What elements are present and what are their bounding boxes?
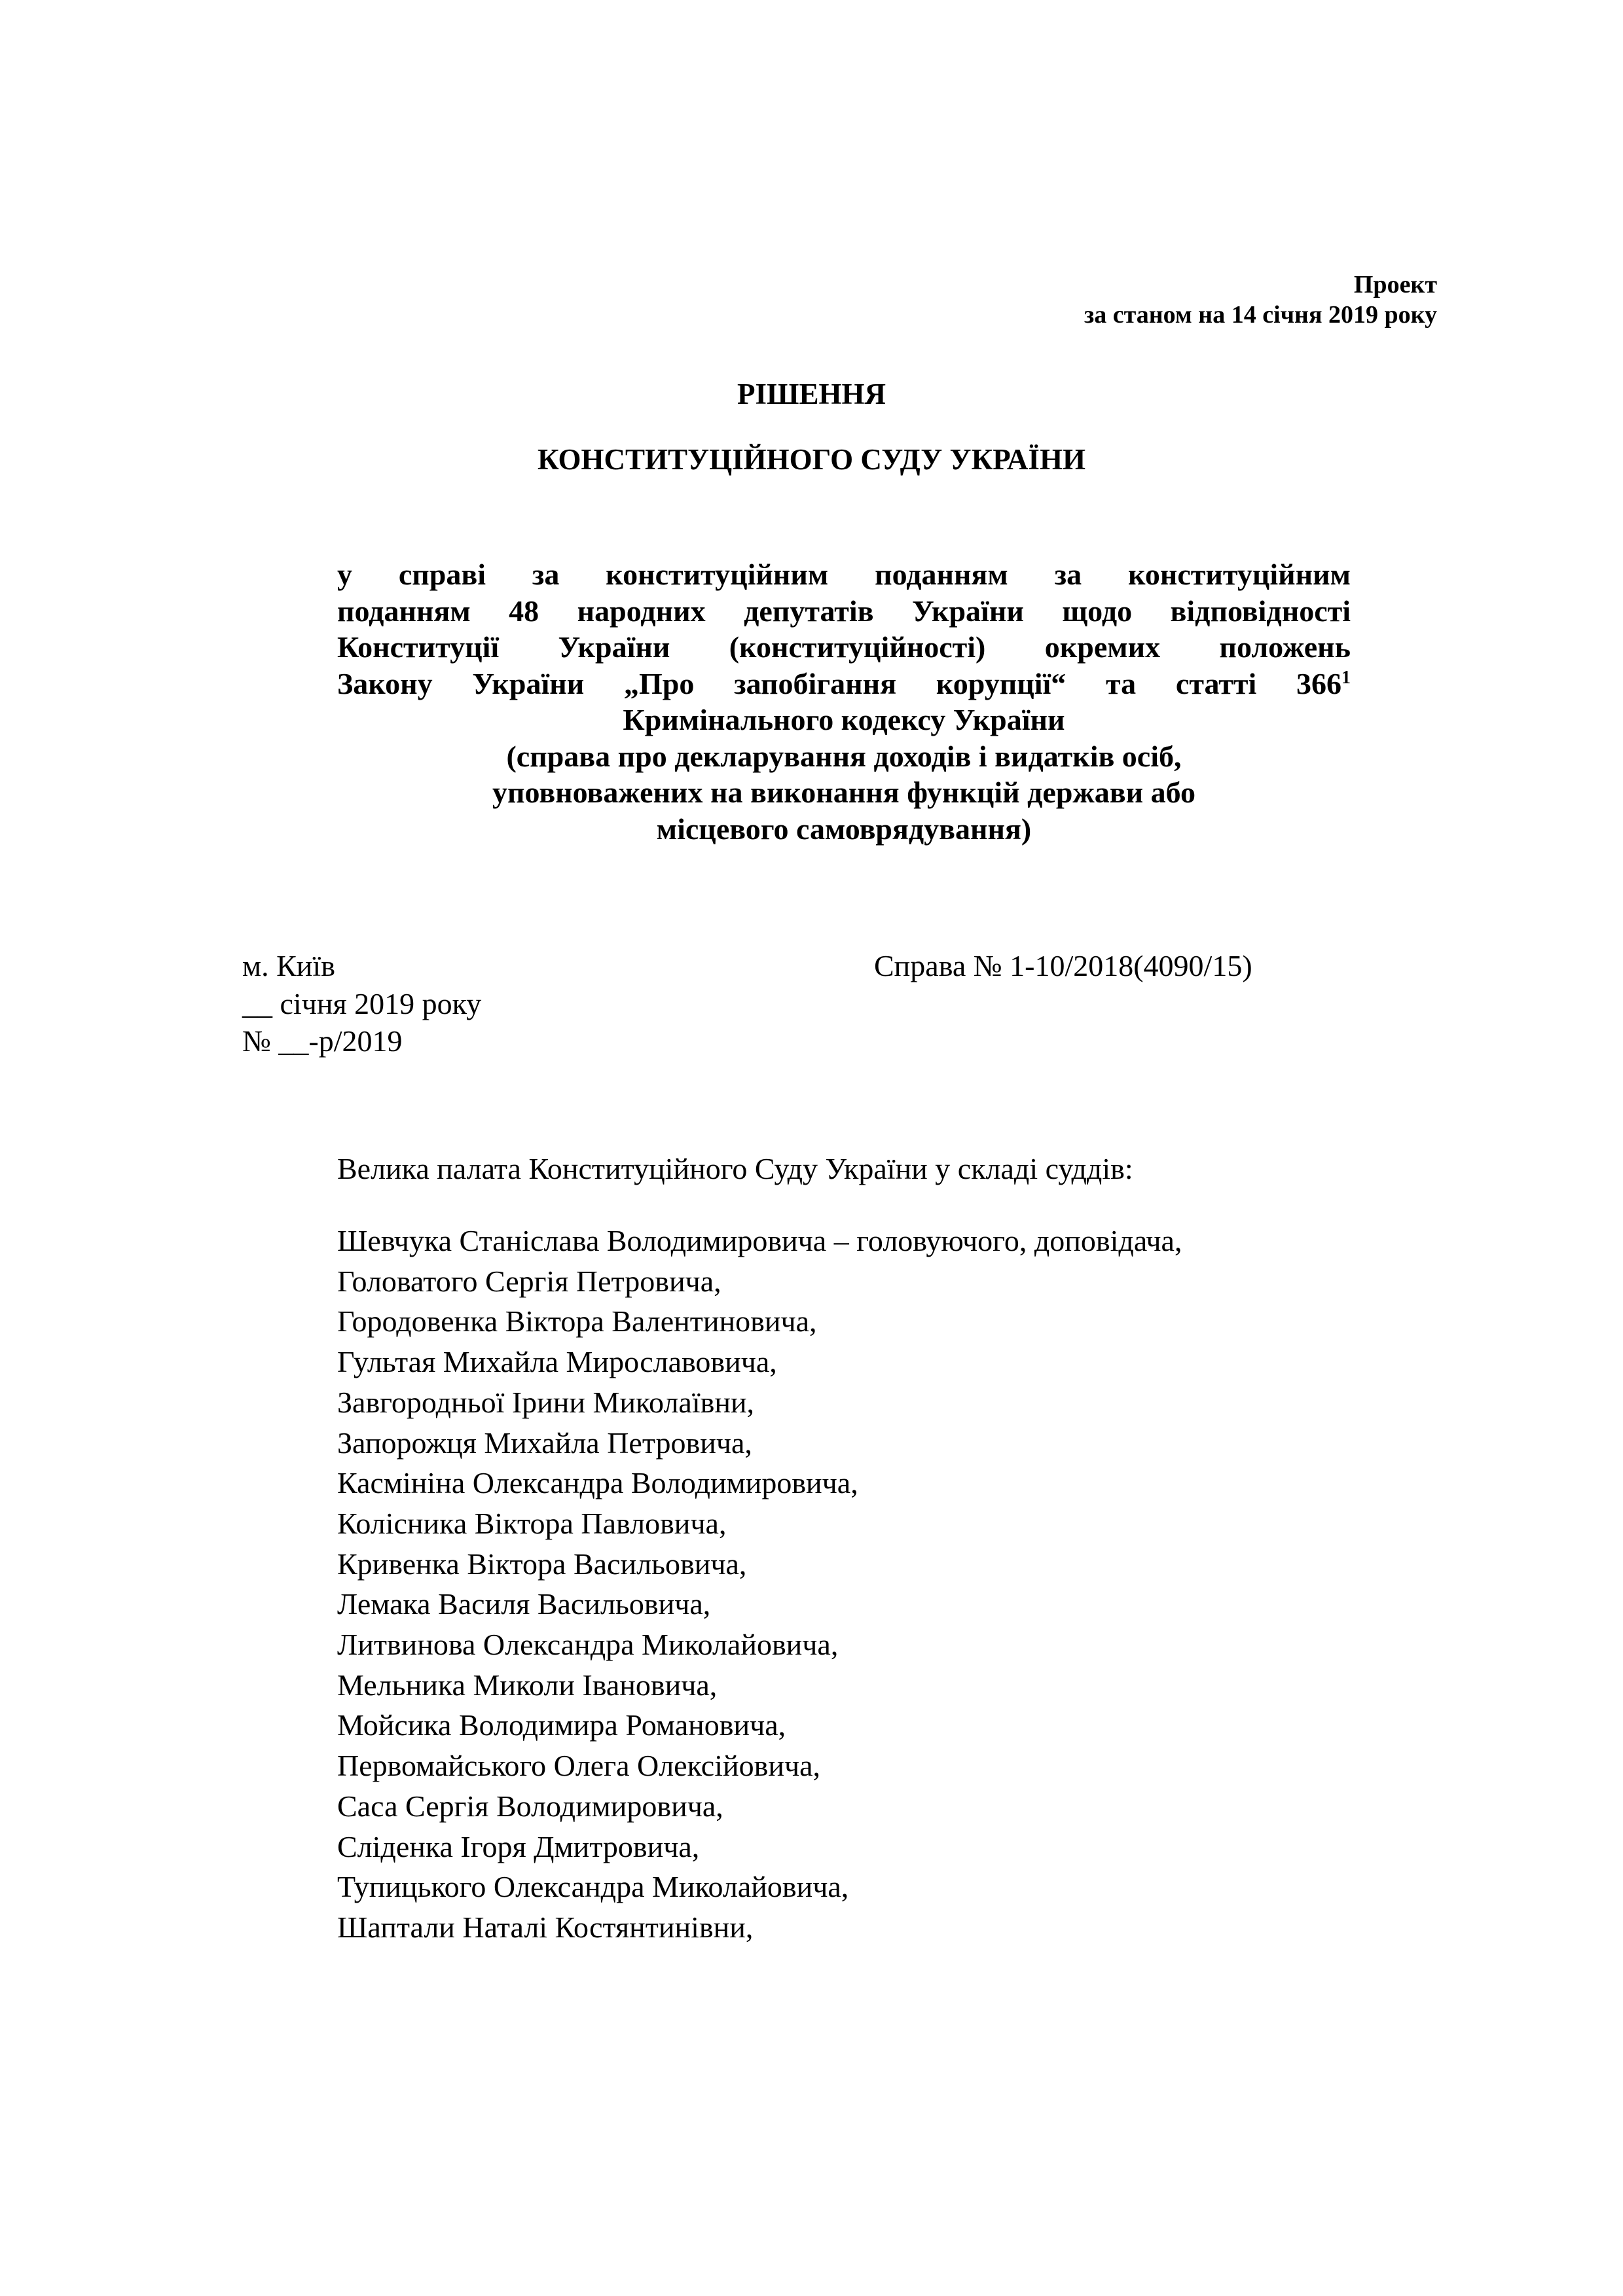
- subject-line: уповноважених на виконання функцій держави або: [492, 776, 1196, 809]
- judge-item: Саса Сергія Володимировича,: [337, 1789, 723, 1823]
- subject-line: поданням 48 народних депутатів України щодо відповідності: [337, 594, 1351, 628]
- panel-intro: Велика палата Конституційного Суду України у складі суддів:: [337, 1152, 1133, 1185]
- draft-date: за станом на 14 січня 2019 року: [1084, 301, 1437, 329]
- decision-number: № __-р/2019: [242, 1024, 403, 1058]
- judge-item: Лемака Василя Васильовича,: [337, 1587, 711, 1621]
- judge-item: Мойсика Володимира Романовича,: [337, 1708, 786, 1742]
- judge-item: Головатого Сергія Петровича,: [337, 1264, 721, 1298]
- judge-item: Мельника Миколи Івановича,: [337, 1668, 718, 1702]
- article-superscript: 1: [1341, 667, 1351, 688]
- court-name-title: КОНСТИТУЦІЙНОГО СУДУ УКРАЇНИ: [538, 443, 1085, 476]
- draft-header: [1084, 270, 1437, 330]
- subject-line-text: Закону України „Про запобігання корупції“ та статті 366: [337, 666, 1341, 700]
- document-title: РІШЕННЯ: [737, 378, 886, 410]
- judge-item: Первомайського Олега Олексійовича,: [337, 1749, 820, 1783]
- decision-meta: [242, 947, 481, 1060]
- subject-line: [337, 666, 1351, 702]
- judge-item: Касмініна Олександра Володимировича,: [337, 1466, 858, 1500]
- judge-item: Городовенка Віктора Валентиновича,: [337, 1304, 817, 1338]
- judge-item: Шевчука Станіслава Володимировича – головуючого, доповідача,: [337, 1224, 1182, 1257]
- judge-item: Колісника Віктора Павловича,: [337, 1506, 727, 1540]
- subject-line: місцевого самоврядування): [656, 812, 1032, 846]
- city: м. Київ: [242, 949, 335, 982]
- judge-item: Кривенка Віктора Васильовича,: [337, 1547, 747, 1581]
- judge-item: Тупицького Олександра Миколайовича,: [337, 1870, 849, 1904]
- subject-line: Конституції України (конституційності) окремих положень: [337, 630, 1351, 664]
- judge-item: Литвинова Олександра Миколайовича,: [337, 1628, 839, 1662]
- judge-item: Запорожця Михайла Петровича,: [337, 1426, 752, 1460]
- judge-item: Шаптали Наталі Костянтинівни,: [337, 1910, 754, 1944]
- judge-item: Гультая Михайла Мирославовича,: [337, 1345, 777, 1379]
- subject-line: Кримінального кодексу України: [623, 703, 1065, 736]
- judges-list: [337, 1221, 1182, 1948]
- judge-item: Сліденка Ігоря Дмитровича,: [337, 1829, 700, 1863]
- judge-item: Завгородньої Ірини Миколаївни,: [337, 1385, 755, 1419]
- subject-line: у справі за конституційним поданням за конституційним: [337, 558, 1351, 591]
- draft-label: Проект: [1353, 271, 1437, 298]
- subject-line: (справа про декларування доходів і видатків осіб,: [506, 739, 1182, 773]
- case-number: Справа № 1-10/2018(4090/15): [874, 949, 1252, 982]
- decision-date: __ січня 2019 року: [242, 986, 482, 1020]
- case-subject: [337, 556, 1351, 847]
